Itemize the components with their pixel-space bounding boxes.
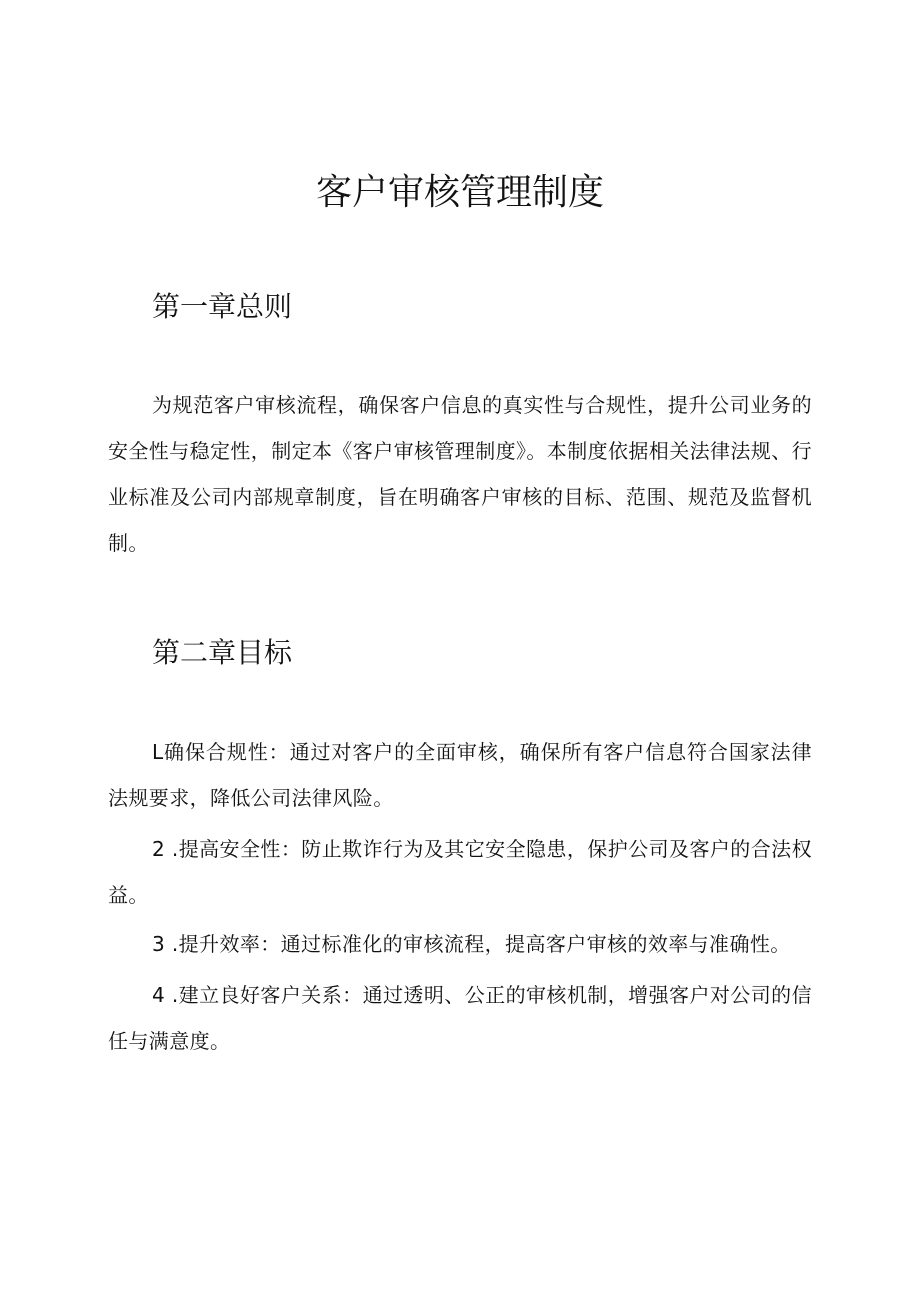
chapter-1-heading: 第一章总则 [152,290,293,323]
chapter-1-paragraph: 为规范客户审核流程，确保客户信息的真实性与合规性，提升公司业务的安全性与稳定性，制定本《客户审核管理制度》。本制度依据相关法律法规、行业标准及公司内部规章制度，旨在明确客户审核的目标、范围、规范及监督机制。 [108,393,812,555]
document-title: 客户审核管理制度 [315,172,604,213]
goal-item-4: 4 .建立良好客户关系：通过透明、公正的审核机制，增强客户对公司的信任与满意度。 [108,983,812,1053]
goal-item-2: 2 .提高安全性：防止欺诈行为及其它安全隐患，保护公司及客户的合法权益。 [108,837,812,907]
chapter-2-heading: 第二章目标 [152,636,293,669]
goal-item-1: L确保合规性：通过对客户的全面审核，确保所有客户信息符合国家法律法规要求，降低公司法律风险。 [108,740,812,810]
goal-item-3: 3 .提升效率：通过标准化的审核流程，提高客户审核的效率与准确性。 [152,932,791,956]
